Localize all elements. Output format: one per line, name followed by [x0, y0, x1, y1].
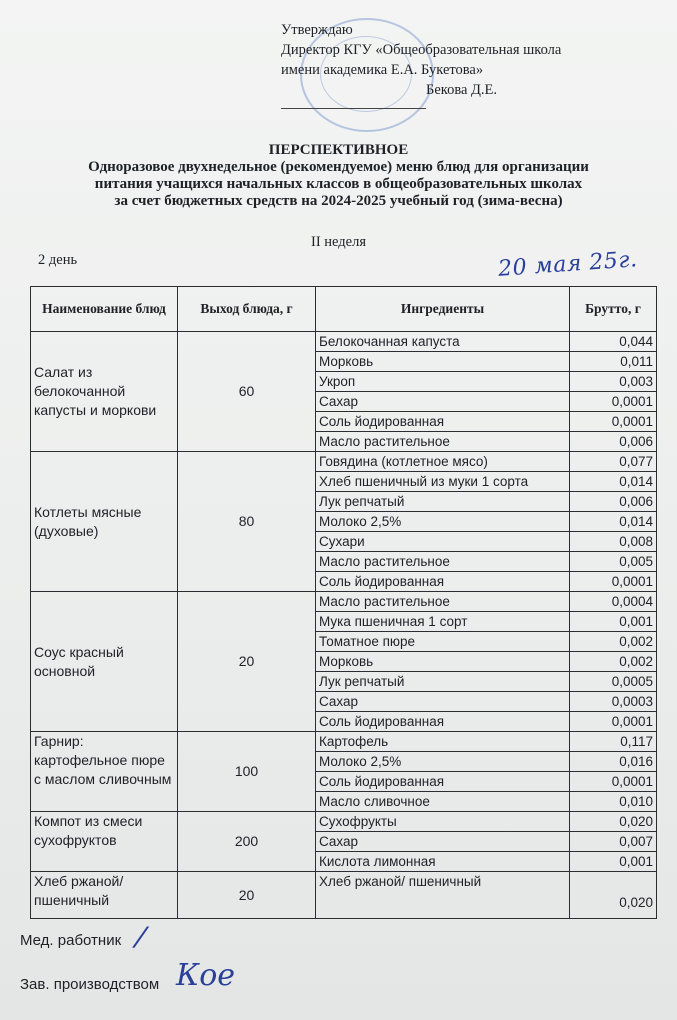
- dish-output: 60: [178, 332, 316, 452]
- ingredient-name: Кислота лимонная: [316, 852, 570, 872]
- dish-name: Компот из смеси сухофруктов: [31, 812, 178, 872]
- ingredient-gross: 0,006: [570, 492, 657, 512]
- ingredient-name: Соль йодированная: [316, 412, 570, 432]
- dish-output: 20: [178, 872, 316, 919]
- ingredient-name: Соль йодированная: [316, 772, 570, 792]
- day-label: 2 день: [38, 252, 78, 268]
- header-gross: Брутто, г: [570, 287, 657, 332]
- subtitle-line-3: за счет бюджетных средств на 2024-2025 учебный год (зима-весна): [114, 193, 563, 209]
- ingredient-name: Масло растительное: [316, 432, 570, 452]
- ingredient-name: Молоко 2,5%: [316, 512, 570, 532]
- ingredient-gross: 0,014: [570, 472, 657, 492]
- ingredient-gross: 0,0005: [570, 672, 657, 692]
- ingredient-name: Морковь: [316, 652, 570, 672]
- table-row: [31, 732, 657, 752]
- dish-name: Салат из белокочанной капусты и моркови: [31, 332, 178, 452]
- ingredient-gross: 0,005: [570, 552, 657, 572]
- ingredient-name: Сахар: [316, 692, 570, 712]
- table-row: [31, 332, 657, 352]
- approval-block: [281, 20, 561, 100]
- dish-name: Котлеты мясные (духовые): [31, 452, 178, 592]
- ingredient-gross: 0,001: [570, 852, 657, 872]
- ingredient-name: Масло растительное: [316, 592, 570, 612]
- table-row: [31, 452, 657, 472]
- dish-output: 80: [178, 452, 316, 592]
- approval-line-2: Директор КГУ «Общеобразовательная школа: [281, 42, 562, 58]
- ingredient-gross: 0,011: [570, 352, 657, 372]
- approval-signature-line: [281, 108, 426, 109]
- header-output: Выход блюда, г: [178, 287, 316, 332]
- ingredient-name: Мука пшеничная 1 сорт: [316, 612, 570, 632]
- medic-label: Мед. работник: [20, 932, 122, 949]
- ingredient-name: Молоко 2,5%: [316, 752, 570, 772]
- ingredient-name: Сахар: [316, 392, 570, 412]
- ingredient-name: Хлеб пшеничный из муки 1 сорта: [316, 472, 570, 492]
- dish-output: 20: [178, 592, 316, 732]
- ingredient-gross: 0,0001: [570, 392, 657, 412]
- ingredient-gross: 0,117: [570, 732, 657, 752]
- ingredient-gross: 0,077: [570, 452, 657, 472]
- ingredient-gross: 0,016: [570, 752, 657, 772]
- menu-table: [30, 286, 657, 919]
- ingredient-name: Хлеб ржаной/ пшеничный: [316, 872, 570, 919]
- ingredient-gross: 0,002: [570, 652, 657, 672]
- ingredient-name: Укроп: [316, 372, 570, 392]
- ingredient-name: Лук репчатый: [316, 492, 570, 512]
- manager-label: Зав. производством: [20, 976, 160, 993]
- approval-line-3: имени академика Е.А. Букетова»: [281, 62, 484, 78]
- ingredient-gross: 0,0001: [570, 572, 657, 592]
- ingredient-name: Масло сливочное: [316, 792, 570, 812]
- ingredient-gross: 0,001: [570, 612, 657, 632]
- table-row: [31, 592, 657, 612]
- ingredient-gross: 0,002: [570, 632, 657, 652]
- dish-name: Хлеб ржаной/ пшеничный: [31, 872, 178, 919]
- ingredient-gross: 0,008: [570, 532, 657, 552]
- table-header-row: [31, 287, 657, 332]
- week-label: II неделя: [310, 234, 366, 250]
- ingredient-gross: 0,020: [570, 812, 657, 832]
- ingredient-name: Сухофрукты: [316, 812, 570, 832]
- menu-table-body: [31, 332, 657, 919]
- ingredient-name: Лук репчатый: [316, 672, 570, 692]
- ingredient-gross: 0,0001: [570, 712, 657, 732]
- subtitle-line-2: питания учащихся начальных классов в общеобразовательных школах: [94, 176, 583, 192]
- ingredient-name: Масло растительное: [316, 552, 570, 572]
- table-row: [31, 812, 657, 832]
- ingredient-gross: 0,006: [570, 432, 657, 452]
- ingredient-name: Соль йодированная: [316, 572, 570, 592]
- ingredient-gross: 0,0004: [570, 592, 657, 612]
- ingredient-gross: 0,003: [570, 372, 657, 392]
- approval-line-1: Утверждаю: [281, 22, 353, 38]
- ingredient-gross: 0,0001: [570, 772, 657, 792]
- ingredient-gross: 0,044: [570, 332, 657, 352]
- ingredient-gross: 0,010: [570, 792, 657, 812]
- ingredient-name: Томатное пюре: [316, 632, 570, 652]
- document-title: ПЕРСПЕКТИВНОЕ: [268, 142, 409, 158]
- subtitle-line-1: Одноразовое двухнедельное (рекомендуемое) меню блюд для организации: [88, 159, 589, 175]
- document-subtitle: [0, 159, 677, 210]
- ingredient-name: Сахар: [316, 832, 570, 852]
- ingredient-gross: 0,020: [570, 872, 657, 919]
- dish-name: Соус красный основной: [31, 592, 178, 732]
- ingredient-name: Морковь: [316, 352, 570, 372]
- ingredient-gross: 0,0003: [570, 692, 657, 712]
- header-ingredients: Ингредиенты: [316, 287, 570, 332]
- dish-output: 100: [178, 732, 316, 812]
- ingredient-gross: 0,014: [570, 512, 657, 532]
- ingredient-gross: 0,0001: [570, 412, 657, 432]
- ingredient-name: Соль йодированная: [316, 712, 570, 732]
- ingredient-name: Белокочанная капуста: [316, 332, 570, 352]
- handwritten-date: 20 мая 25г.: [497, 247, 639, 282]
- ingredient-name: Сухари: [316, 532, 570, 552]
- dish-name: Гарнир: картофельное пюре с маслом сливочным: [31, 732, 178, 812]
- medic-signature: /: [133, 919, 148, 954]
- approver-name: Бекова Д.Е.: [426, 82, 498, 98]
- dish-output: 200: [178, 812, 316, 872]
- ingredient-gross: 0,007: [570, 832, 657, 852]
- table-row: [31, 872, 657, 919]
- manager-signature: Кое: [176, 958, 236, 993]
- ingredient-name: Картофель: [316, 732, 570, 752]
- ingredient-name: Говядина (котлетное мясо): [316, 452, 570, 472]
- header-dish: Наименование блюд: [31, 287, 178, 332]
